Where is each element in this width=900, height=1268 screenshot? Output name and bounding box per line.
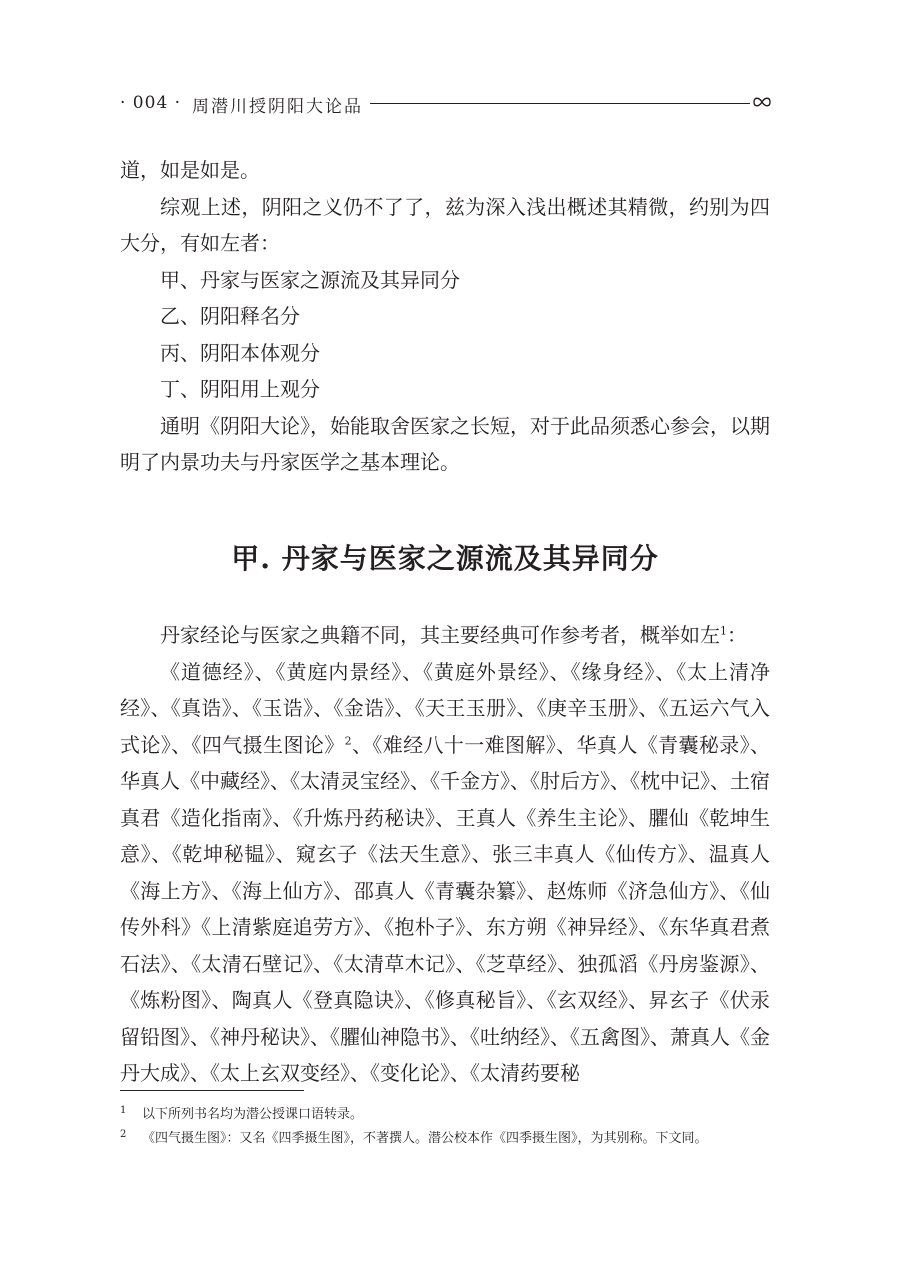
section-paragraph-end: ： — [727, 623, 747, 647]
outline-item: 乙、阴阳释名分 — [160, 304, 300, 328]
intro-paragraph: 道，如是如是。 — [120, 158, 260, 182]
footnote — [120, 1127, 780, 1151]
double-loop-ornament-icon — [752, 92, 772, 112]
footnote-ref: 2 — [344, 733, 352, 747]
footnotes — [120, 1103, 780, 1151]
footnote-rule — [120, 1090, 304, 1091]
footnote-mark: 2 — [120, 1129, 127, 1140]
intro-text — [120, 152, 770, 481]
page-header — [120, 92, 770, 118]
intro-paragraph: 通明《阴阳大论》，始能取舍医家之长短，对于此品须悉心参会，以期明了内景功夫与丹家医学之基本理论。 — [120, 413, 770, 474]
book-list-paragraph — [120, 654, 770, 1092]
section-heading: 甲. 丹家与医家之源流及其异同分 — [231, 542, 659, 575]
book-list-text: 《道德经》、《黄庭内景经》、《黄庭外景经》、《缘身经》、《太上清净经》、《真诰》、《玉诰》、《金诰》、《天王玉册》、《庚辛玉册》、《五运六气入式论》、《四气摄生图论》 — [120, 659, 770, 757]
header-rule — [370, 103, 750, 104]
outline-item: 丁、阴阳用上观分 — [160, 377, 320, 401]
section-paragraph-text: 丹家经论与医家之典籍不同，其主要经典可作参考者，概举如左 — [160, 623, 720, 647]
footnote — [120, 1103, 780, 1127]
section-paragraph — [120, 617, 770, 654]
footnote-ref: 1 — [720, 624, 727, 638]
outline-item: 甲、丹家与医家之源流及其异同分 — [160, 267, 460, 292]
page-number: · 004 · — [120, 93, 182, 113]
outline-item: 丙、阴阳本体观分 — [160, 340, 320, 365]
running-title: 周潜川授阴阳大论品 — [192, 97, 363, 117]
footnote-text: 《四气摄生图》：又名《四季摄生图》，不著撰人。潜公校本作《四季摄生图》，为其别称。下文同。 — [142, 1131, 708, 1146]
footnote-mark: 1 — [120, 1105, 127, 1116]
footnote-text: 以下所列书名均为潜公授课口语转录。 — [142, 1107, 364, 1122]
section-text — [120, 617, 770, 1092]
intro-paragraph: 综观上述，阴阳之义仍不了了，兹为深入浅出概述其精微，约别为四大分，有如左者： — [120, 194, 770, 255]
book-list-text-continued: 、《难经八十一难图解》、华真人《青囊秘录》、华真人《中藏经》、《太清灵宝经》、《千金方》、《肘后方》、《枕中记》、土宿真君《造化指南》、《升炼丹药秘诀》、王真人《养生主论》、臞仙《乾坤生意》、《乾坤秘韫》、窥玄子《法天生意》、张三丰真人《仙传方》、温真人《海上方》、《海上仙方》、邵真人《青囊杂纂》、赵炼师《济急仙方》、《仙传外科》《上清紫庭追劳方》、《抱朴子》、东方朔《神异经》、《东华真君煮石法》、《太清石壁记》、《太清草木记》、《芝草经》、独孤滔《丹房鉴源》、《炼粉图》、陶真人《登真隐诀》、《修真秘旨》、《玄双经》、昇玄子《伏汞留铅图》、《神丹秘诀》、《臞仙神隐书》、《吐纳经》、《五禽图》、萧真人《金丹大成》、《太上玄双变经》、《变化论》、《太清药要秘 — [120, 732, 771, 1085]
